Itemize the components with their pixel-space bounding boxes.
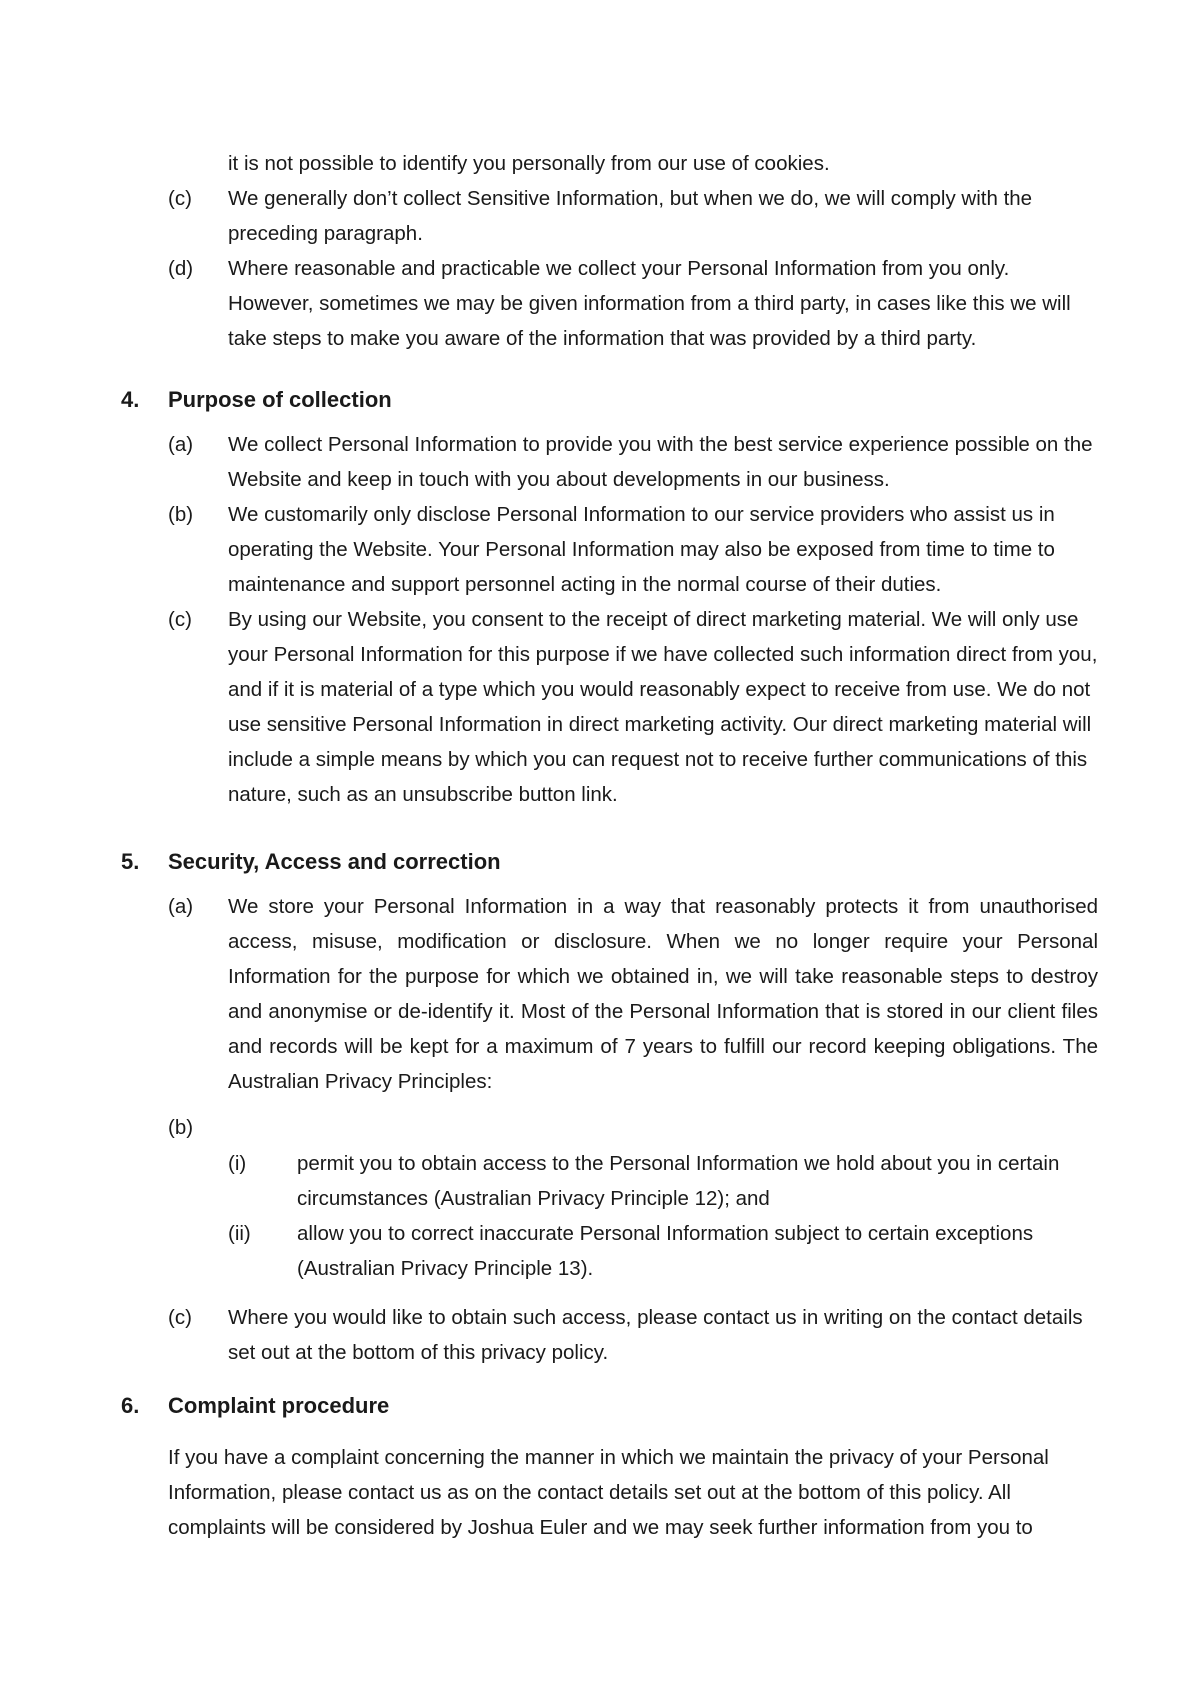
item-text-4a: We collect Personal Information to provide you with the best service experience possible on the Website and keep in touch with you about developments in our business.: [228, 433, 1093, 491]
section-number-5: 5.: [121, 849, 140, 874]
item-label-3c: (c): [168, 187, 192, 210]
section-heading-4: Purpose of collection: [168, 387, 392, 412]
item-label-3d: (d): [168, 257, 194, 280]
item-label-5a: (a): [168, 895, 194, 918]
subitem-text-5b-i: permit you to obtain access to the Personal Information we hold about you in certain circumstances (Australian Privacy Principle 12); and: [297, 1152, 1060, 1210]
section-heading-6: Complaint procedure: [168, 1393, 390, 1418]
item-text-4b: We customarily only disclose Personal Information to our service providers who assist us in operating the Website. Your Personal Information may also be exposed from time to time to maintenance and support personnel acting in the normal course of their duties.: [228, 503, 1055, 596]
section-heading-5: Security, Access and correction: [168, 849, 501, 874]
item-text-5c: Where you would like to obtain such access, please contact us in writing on the contact details set out at the bottom of this privacy policy.: [228, 1306, 1083, 1364]
item-text-3c: We generally don’t collect Sensitive Information, but when we do, we will comply with the preceding paragraph.: [228, 187, 1033, 245]
continuation-text: it is not possible to identify you personally from our use of cookies.: [228, 152, 830, 175]
item-label-5b: (b): [168, 1116, 194, 1139]
section-number-4: 4.: [121, 387, 140, 412]
item-text-4c: By using our Website, you consent to the receipt of direct marketing material. We will only use your Personal Information for this purpose if we have collected such information direct from you, and if it is material of a type which you would reasonably expect to receive from use. We do not use sensitive Personal Information in direct marketing activity. Our direct marketing material will include a simple means by which you can request not to receive further communications of this nature, such as an unsubscribe button link.: [228, 608, 1098, 806]
item-text-3d: Where reasonable and practicable we collect your Personal Information from you only. However, sometimes we may be given information from a third party, in cases like this we will take steps to make you aware of the information that was provided by a third party.: [228, 257, 1071, 350]
item-label-5c: (c): [168, 1306, 192, 1329]
subitem-label-5b-i: (i): [228, 1152, 247, 1175]
item-label-4b: (b): [168, 503, 194, 526]
subitem-label-5b-ii: (ii): [228, 1222, 251, 1245]
item-label-4c: (c): [168, 608, 192, 631]
section-number-6: 6.: [121, 1393, 140, 1418]
subitem-text-5b-ii: allow you to correct inaccurate Personal Information subject to certain exceptions (Australian Privacy Principle 13).: [297, 1222, 1034, 1280]
item-label-4a: (a): [168, 433, 194, 456]
item-text-5a: We store your Personal Information in a way that reasonably protects it from unauthorised access, misuse, modification or disclosure. When we no longer require your Personal Information for the purpose for which we obtained in, we will take reasonable steps to destroy and anonymise or de-identify it. Most of the Personal Information that is stored in our client files and records will be kept for a maximum of 7 years to fulfill our record keeping obligations. The Australian Privacy Principles:: [228, 895, 1098, 1093]
section-6-text: If you have a complaint concerning the manner in which we maintain the privacy of your Personal Information, please contact us as on the contact details set out at the bottom of this policy. All complaints will be considered by Joshua Euler and we may seek further information from you to: [168, 1446, 1049, 1539]
